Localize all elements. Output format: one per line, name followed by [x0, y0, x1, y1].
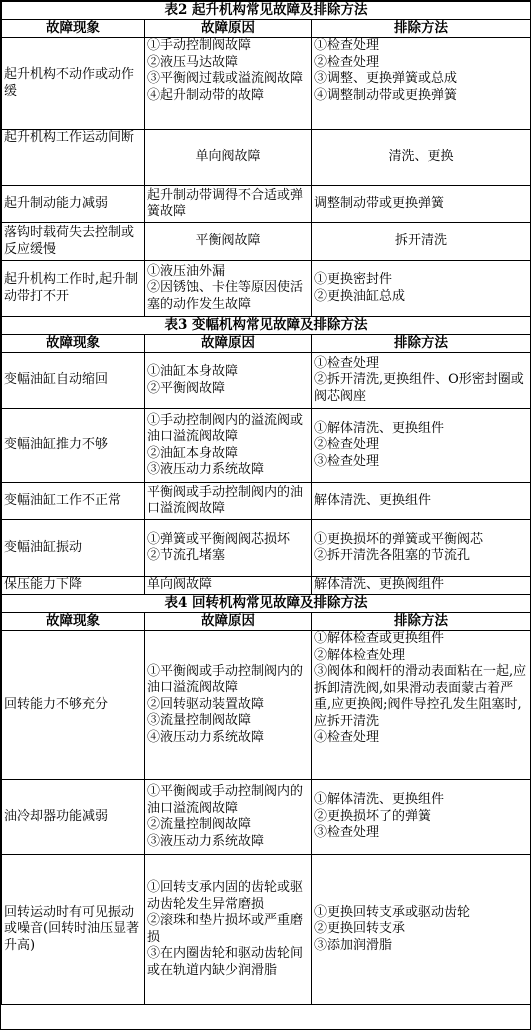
- remedy-item: ①解体检查或更换组件: [314, 631, 445, 646]
- table-row: [2, 38, 531, 130]
- remedy-item: ②检查处理: [314, 54, 380, 70]
- cause-item: ②液压马达故障: [147, 54, 239, 70]
- table2-title: 表2 起升机构常见故障及排除方法: [2, 2, 531, 20]
- cause-cell: [145, 780, 312, 855]
- remedy-item: ①更换回转支承或驱动齿轮: [314, 904, 471, 920]
- remedy-cell: 解体清洗、更换阀组件: [312, 577, 531, 595]
- cause-cell: 平衡阀故障: [145, 223, 312, 261]
- symptom-cell: 回转能力不够充分: [2, 631, 145, 780]
- remedy-cell: [312, 631, 531, 780]
- remedy-cell: 清洗、更换: [312, 130, 531, 186]
- remedy-item: ②拆开清洗,更换组件、O形密封圈或阀芯阀座: [314, 372, 524, 404]
- remedy-cell: [312, 38, 531, 130]
- cause-cell: [145, 855, 312, 1005]
- remedy-item: ③调整、更换弹簧或总成: [314, 71, 458, 86]
- cause-cell: [145, 520, 312, 577]
- table2-header-remedy: 排除方法: [312, 20, 531, 38]
- remedy-item: ②解体检查处理: [314, 647, 406, 663]
- remedy-cell: [312, 261, 531, 317]
- table-row: [2, 223, 531, 261]
- symptom-cell: 起升机构工作运动间断: [2, 130, 145, 186]
- cause-item: ④液压动力系统故障: [147, 729, 265, 745]
- remedy-item: ③检查处理: [314, 825, 380, 841]
- remedy-cell: [312, 780, 531, 855]
- cause-item: ①手动控制阀故障: [147, 38, 252, 53]
- cause-item: ①弹簧或平衡阀阀芯损坏: [147, 531, 291, 547]
- cause-cell: [145, 38, 312, 130]
- remedy-item: ①解体清洗、更换组件: [314, 420, 445, 436]
- cause-item: ①平衡阀或手动控制阀内的油口溢流阀故障: [147, 663, 304, 696]
- table2-header-symptom: 故障现象: [2, 20, 145, 38]
- table3-header-row: [2, 335, 531, 353]
- cause-item: ④起升制动带的故障: [147, 87, 265, 103]
- remedy-cell: [312, 353, 531, 409]
- cause-item: ③平衡阀过载或溢流阀故障: [147, 71, 304, 86]
- remedy-cell: 解体清洗、更换组件: [312, 483, 531, 520]
- remedy-cell: 调整制动带或更换弹簧: [312, 186, 531, 223]
- cause-item: ③液压动力系统故障: [147, 833, 265, 849]
- remedy-item: ②拆开清洗各阻塞的节流孔: [314, 548, 471, 563]
- remedy-item: ①检查处理: [314, 38, 380, 53]
- table3-title: 表3 变幅机构常见故障及排除方法: [2, 317, 531, 335]
- symptom-cell: 变幅油缸工作不正常: [2, 483, 145, 520]
- table2-title-row: [2, 2, 531, 20]
- table-row: [2, 483, 531, 520]
- cause-item: ②平衡阀故障: [147, 380, 226, 396]
- symptom-cell: 回转运动时有可见振动或噪音(回转时油压显著升高): [2, 855, 145, 1005]
- table-row: [2, 520, 531, 577]
- table-row: [2, 577, 531, 595]
- table3-header-symptom: 故障现象: [2, 335, 145, 353]
- cause-cell: 起升制动带调得不合适或弹簧故障: [145, 186, 312, 223]
- table-row: [2, 631, 531, 780]
- table-row: [2, 186, 531, 223]
- remedy-item: ①解体清洗、更换组件: [314, 792, 445, 808]
- table-row: [2, 261, 531, 317]
- remedy-item: ②更换油缸总成: [314, 288, 406, 304]
- table-row: [2, 409, 531, 483]
- symptom-cell: 起升制动能力减弱: [2, 186, 145, 223]
- table-row: [2, 780, 531, 855]
- symptom-cell: 起升机构工作时,起升制动带打不开: [2, 261, 145, 317]
- remedy-item: ③检查处理: [314, 453, 380, 469]
- remedy-item: ③添加润滑脂: [314, 937, 393, 953]
- remedy-item: ①更换密封件: [314, 272, 393, 287]
- cause-item: ②节流孔堵塞: [147, 548, 226, 563]
- cause-cell: 单向阀故障: [145, 577, 312, 595]
- table3-header-remedy: 排除方法: [312, 335, 531, 353]
- symptom-cell: 油冷却器功能减弱: [2, 780, 145, 855]
- symptom-cell: 变幅油缸振动: [2, 520, 145, 577]
- cause-cell: [145, 631, 312, 780]
- table3-title-row: [2, 317, 531, 335]
- table4-header-cause: 故障原因: [145, 613, 312, 631]
- remedy-item: ②检查处理: [314, 437, 380, 453]
- remedy-cell: [312, 855, 531, 1005]
- cause-item: ②因锈蚀、卡住等原因使活塞的动作发生故障: [147, 280, 304, 312]
- symptom-cell: 落钩时载荷失去控制或反应缓慢: [2, 223, 145, 261]
- cause-item: ②回转驱动装置故障: [147, 696, 265, 712]
- remedy-item: ②更换损坏了的弹簧: [314, 808, 432, 824]
- symptom-cell: 起升机构不动作或动作缓: [2, 38, 145, 130]
- cause-item: ①液压油外漏: [147, 263, 226, 279]
- cause-cell: [145, 261, 312, 317]
- table4-title-row: [2, 595, 531, 613]
- cause-cell: [145, 409, 312, 483]
- cause-item: ①平衡阀或手动控制阀内的油口溢流阀故障: [147, 784, 304, 816]
- fault-table: [1, 1, 531, 1005]
- table-row: [2, 353, 531, 409]
- remedy-item: ①检查处理: [314, 355, 380, 371]
- remedy-item: ①更换损坏的弹簧或平衡阀芯: [314, 531, 484, 547]
- cause-cell: [145, 353, 312, 409]
- remedy-item: ③阀体和阀杆的滑动表面粘在一起,应拆卸清洗阀,如果滑动表面蒙古着严重,应更换阀;阀件导控孔发生阻塞时,应拆开清洗: [314, 664, 527, 729]
- cause-cell: 单向阀故障: [145, 130, 312, 186]
- cause-item: ①油缸本身故障: [147, 364, 239, 379]
- table-row: [2, 130, 531, 186]
- remedy-cell: [312, 409, 531, 483]
- table4-header-remedy: 排除方法: [312, 613, 531, 631]
- remedy-item: ②更换回转支承: [314, 921, 406, 937]
- cause-item: ①手动控制阀内的溢流阀或油口溢流阀故障: [147, 412, 304, 444]
- table3-header-cause: 故障原因: [145, 335, 312, 353]
- cause-item: ①回转支承内固的齿轮或驱动齿轮发生异常磨损: [147, 880, 304, 912]
- symptom-cell: 变幅油缸推力不够: [2, 409, 145, 483]
- table-row: [2, 855, 531, 1005]
- cause-item: ②流量控制阀故障: [147, 817, 252, 832]
- remedy-item: ④调整制动带或更换弹簧: [314, 87, 458, 103]
- cause-item: ③在内圈齿轮和驱动齿轮间或在轨道内缺少润滑脂: [147, 946, 304, 978]
- table2-header-cause: 故障原因: [145, 20, 312, 38]
- table4-title: 表4 回转机构常见故障及排除方法: [2, 595, 531, 613]
- table4-header-symptom: 故障现象: [2, 613, 145, 631]
- remedy-item: ④检查处理: [314, 730, 380, 745]
- remedy-cell: 拆开清洗: [312, 223, 531, 261]
- cause-item: ③液压动力系统故障: [147, 462, 265, 477]
- table4-header-row: [2, 613, 531, 631]
- remedy-cell: [312, 520, 531, 577]
- cause-item: ③流量控制阀故障: [147, 713, 252, 729]
- table2-header-row: [2, 20, 531, 38]
- symptom-cell: 变幅油缸自动缩回: [2, 353, 145, 409]
- symptom-cell: 保压能力下降: [2, 577, 145, 595]
- cause-item: ②滚珠和垫片损坏或严重磨损: [147, 913, 304, 945]
- cause-item: ②油缸本身故障: [147, 445, 239, 461]
- cause-cell: 平衡阀或手动控制阀内的油口溢流阀故障: [145, 483, 312, 520]
